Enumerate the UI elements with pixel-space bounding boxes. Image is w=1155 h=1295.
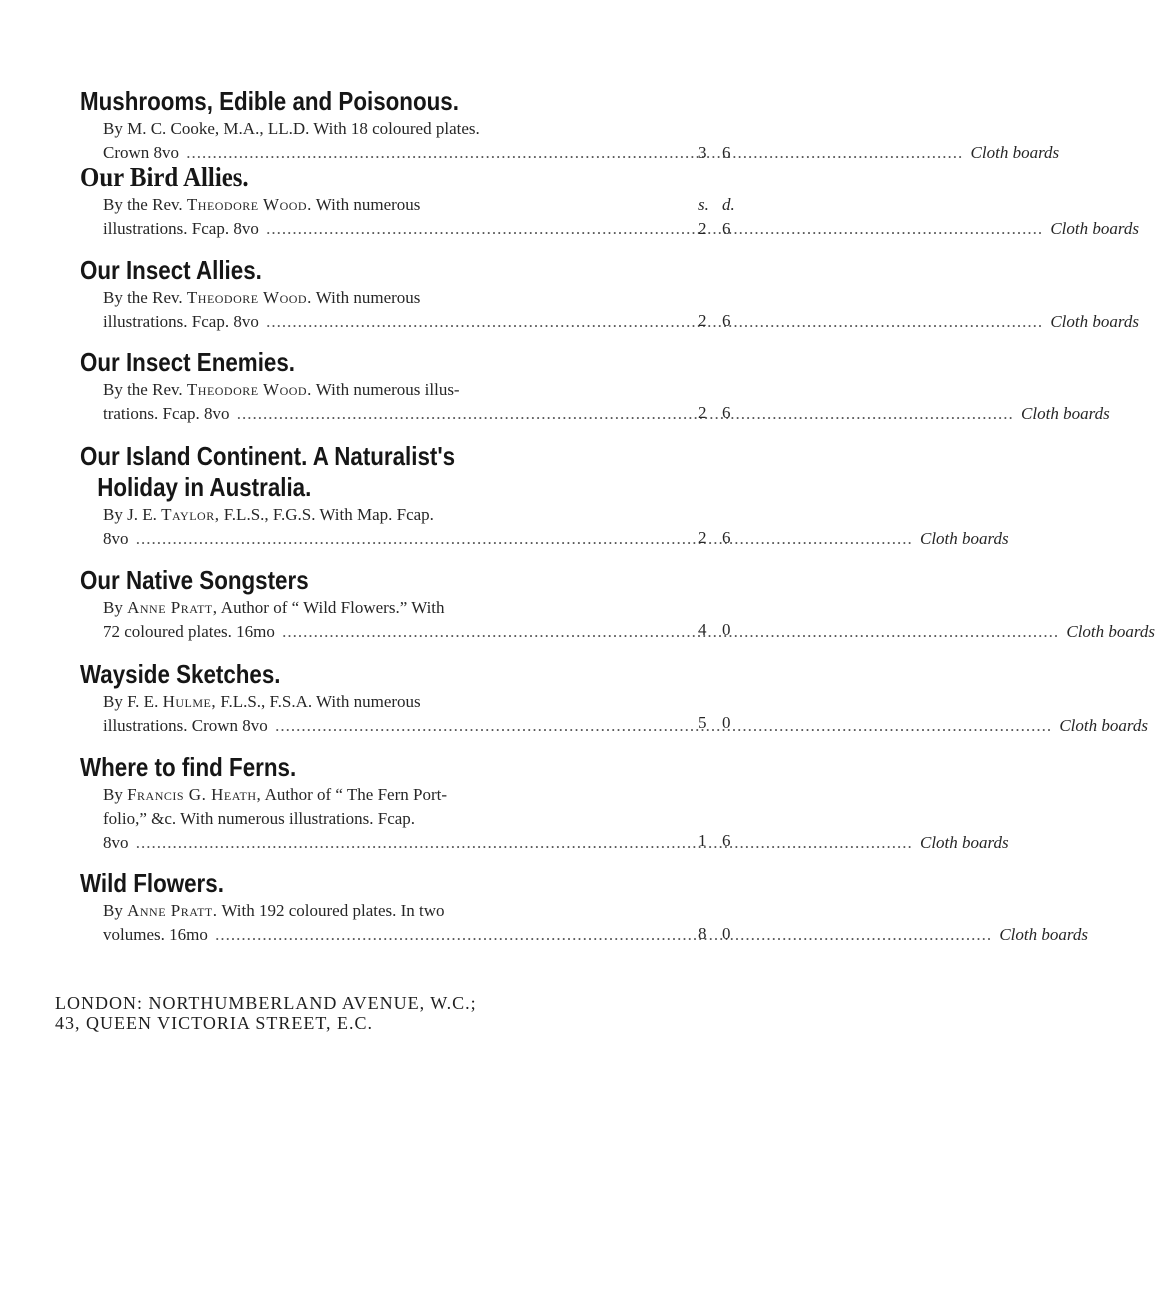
leader-dots (136, 529, 913, 548)
currency-heading-pence: d. (722, 195, 735, 214)
author-suffix: Author of “ The Fern Port- (261, 785, 447, 804)
entry-author-line (103, 899, 680, 923)
price-shillings: 2 (698, 403, 707, 422)
entry-title: Our Insect Allies. (80, 255, 262, 285)
author-name: Theodore Wood. (186, 380, 312, 399)
catalogue-entry-wayside-sketches (80, 659, 1148, 738)
catalogue-entry-mushrooms (80, 86, 1060, 165)
entry-format: illustrations. Fcap. 8vo (103, 219, 259, 238)
author-prefix: By the Rev. (103, 195, 187, 214)
entry-binding: Cloth boards (920, 833, 1009, 852)
leader-dots (136, 833, 913, 852)
entry-author-line (103, 286, 680, 310)
author-suffix: With numerous (311, 288, 421, 307)
imprint-line: 43, QUEEN VICTORIA STREET, E.C. (55, 1013, 373, 1033)
entry-format: 72 coloured plates. 16mo (103, 622, 275, 641)
entry-description (80, 596, 1155, 644)
entry-title: Mushrooms, Edible and Poisonous. (80, 86, 459, 116)
entry-format-line (103, 714, 1148, 738)
price-shillings: 4 (698, 620, 707, 639)
entry-title: Wayside Sketches. (80, 659, 281, 689)
entry-format: trations. Fcap. 8vo (103, 404, 230, 423)
author-suffix: With numerous illus- (311, 380, 460, 399)
entry-description (80, 117, 1060, 165)
entry-format: 8vo (103, 529, 129, 548)
publisher-imprint (55, 993, 477, 1033)
entry-format-line (103, 217, 1139, 241)
price-shillings: 2 (698, 528, 707, 547)
leader-dots (215, 925, 992, 944)
entry-title (80, 441, 596, 503)
price-pence: 6 (722, 403, 731, 422)
entry-format-line (103, 923, 1088, 947)
price-shillings: 1 (698, 831, 707, 850)
price-shillings: 3 (698, 143, 707, 162)
entry-binding: Cloth boards (1050, 312, 1139, 331)
entry-title: Wild Flowers. (80, 868, 224, 898)
price-pence: 0 (722, 713, 731, 732)
entry-format-line (103, 831, 1009, 855)
entry-author-line: By M. C. Cooke, M.A., LL.D. With 18 coloured plates. (103, 119, 480, 138)
entry-binding: Cloth boards (1066, 622, 1155, 641)
price-pence: 6 (722, 311, 731, 330)
author-suffix: With 192 coloured plates. In two (217, 901, 445, 920)
price-pence: 6 (722, 528, 731, 547)
imprint-line: LONDON: NORTHUMBERLAND AVENUE, W.C.; (55, 993, 477, 1013)
entry-format-line (103, 620, 1155, 644)
author-suffix: With numerous (311, 195, 421, 214)
entry-description (80, 899, 1088, 947)
catalogue-entry-wild-flowers (80, 868, 1088, 947)
author-name: Hulme, (162, 692, 217, 711)
price-shillings: 2 (698, 311, 707, 330)
author-suffix: Author of “ Wild Flowers.” With (217, 598, 445, 617)
author-prefix: By (103, 785, 128, 804)
author-suffix: F.L.S., F.G.S. With Map. Fcap. (219, 505, 434, 524)
entry-binding: Cloth boards (999, 925, 1088, 944)
entry-format: 8vo (103, 833, 129, 852)
entry-title: Our Insect Enemies. (80, 347, 295, 377)
entry-description (80, 286, 1139, 334)
entry-description (80, 503, 1009, 551)
author-name: Anne Pratt. (127, 901, 218, 920)
entry-author-line (103, 690, 680, 714)
entry-format: illustrations. Fcap. 8vo (103, 312, 259, 331)
entry-description (80, 783, 1009, 855)
leader-dots (186, 143, 963, 162)
entry-description (80, 193, 1139, 241)
price-pence: 0 (722, 924, 731, 943)
entry-title-line: Holiday in Australia. (97, 472, 312, 502)
author-name: Anne Pratt, (127, 598, 218, 617)
price-pence: 6 (722, 143, 731, 162)
leader-dots (237, 404, 1014, 423)
entry-format: volumes. 16mo (103, 925, 208, 944)
author-name: Theodore Wood. (186, 195, 312, 214)
leader-dots (275, 716, 1052, 735)
entry-author-line (103, 193, 680, 217)
entry-format: illustrations. Crown 8vo (103, 716, 268, 735)
author-name: Francis G. Heath, (127, 785, 262, 804)
entry-format-line (103, 527, 1009, 551)
catalogue-entry-insect-enemies (80, 347, 1110, 426)
entry-title: Where to find Ferns. (80, 752, 297, 782)
entry-description (80, 378, 1110, 426)
entry-description-line: folio,” &c. With numerous illustrations. Fcap. (103, 809, 416, 828)
entry-format: Crown 8vo (103, 143, 180, 162)
entry-title: Our Bird Allies. (80, 162, 249, 192)
entry-binding: Cloth boards (920, 529, 1009, 548)
leader-dots (282, 622, 1059, 641)
author-prefix: By the Rev. (103, 288, 187, 307)
entry-author-line (103, 783, 680, 807)
price-shillings: 5 (698, 713, 707, 732)
entry-binding: Cloth boards (1021, 404, 1110, 423)
catalogue-entry-native-songsters (80, 565, 1155, 644)
price-pence: 6 (722, 831, 731, 850)
entry-binding: Cloth boards (970, 143, 1060, 162)
author-prefix: By F. E. (103, 692, 163, 711)
author-prefix: By (103, 901, 128, 920)
author-prefix: By the Rev. (103, 380, 187, 399)
entry-author-line (103, 503, 680, 527)
currency-heading-shillings: s. (698, 195, 709, 214)
price-shillings: 8 (698, 924, 707, 943)
entry-format-line (103, 402, 1110, 426)
catalogue-entry-bird-allies (80, 162, 1139, 241)
entry-format-line (103, 310, 1139, 334)
entry-author-line (103, 596, 680, 620)
author-prefix: By J. E. (103, 505, 162, 524)
author-prefix: By (103, 598, 128, 617)
entry-title-line: Our Island Continent. A Naturalist's (80, 441, 456, 471)
entry-author-line (103, 378, 680, 402)
entry-title: Our Native Songsters (80, 565, 309, 595)
leader-dots (266, 312, 1043, 331)
author-name: Taylor, (161, 505, 220, 524)
price-pence: 0 (722, 620, 731, 639)
author-suffix: F.L.S., F.S.A. With numerous (216, 692, 421, 711)
author-name: Theodore Wood. (186, 288, 312, 307)
entry-description (80, 690, 1148, 738)
catalogue-entry-island-continent (80, 441, 1009, 551)
price-shillings: 2 (698, 219, 707, 238)
price-pence: 6 (722, 219, 731, 238)
entry-binding: Cloth boards (1059, 716, 1148, 735)
catalogue-entry-where-to-find-ferns (80, 752, 1009, 855)
entry-binding: Cloth boards (1050, 219, 1139, 238)
leader-dots (266, 219, 1043, 238)
catalogue-entry-insect-allies (80, 255, 1139, 334)
